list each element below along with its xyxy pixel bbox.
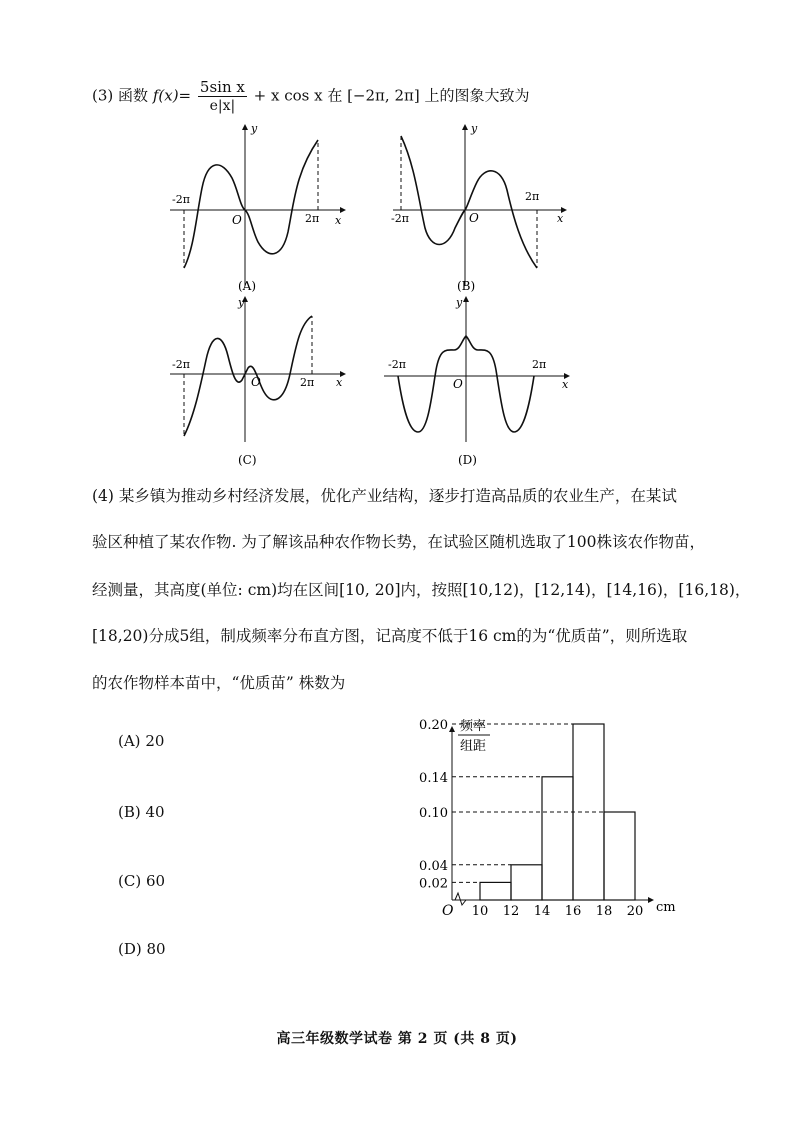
histogram-svg xyxy=(400,712,690,922)
graph-a-y-label: y xyxy=(251,122,258,135)
q4-line-2: 验区种植了某农作物. 为了解该品种农作物长势，在试验区随机选取了100株该农作物苗， xyxy=(92,533,705,551)
graph-c-svg xyxy=(160,292,350,470)
graph-a-y-axis xyxy=(242,124,248,286)
histogram-bar xyxy=(604,812,635,900)
graph-b-x-axis xyxy=(393,207,567,213)
q4-option-d[interactable] xyxy=(118,940,166,958)
q4-option-d-value: 80 xyxy=(146,940,166,958)
q4-option-a-value: 20 xyxy=(145,732,165,750)
q4-line-3: 经测量，其高度(单位: cm)均在区间[10, 20]内，按照[10,12)，[12,14)，[14,16)，[16,18)， xyxy=(92,581,751,599)
graph-b-curve xyxy=(401,136,540,268)
q3-prefix: 函数 xyxy=(118,86,149,105)
graph-c-neg-label: -2π xyxy=(172,358,190,371)
question-3-stem xyxy=(92,78,529,115)
graph-d-option-label: (D) xyxy=(458,453,477,467)
histogram-xlabel: cm xyxy=(656,900,676,915)
q3-function-name: f(x)= xyxy=(152,86,192,105)
histogram-ylabel-bottom: 组距 xyxy=(460,739,487,754)
histogram-y-axis xyxy=(449,726,455,900)
q4-option-d-label: (D) xyxy=(118,940,142,958)
graph-d-pos-label: 2π xyxy=(532,358,547,371)
histogram-origin: O xyxy=(442,903,454,919)
graph-d-neg-label: -2π xyxy=(388,358,406,371)
graph-b-option-label: (B) xyxy=(457,279,476,293)
q4-option-b-label: (B) xyxy=(118,803,141,821)
graph-b-neg-label: -2π xyxy=(391,212,409,225)
q4-option-c-label: (C) xyxy=(118,872,142,890)
graph-a-curve xyxy=(184,140,318,268)
q4-option-b-value: 40 xyxy=(145,803,165,821)
graph-a-svg xyxy=(160,118,350,296)
q4-option-a-label: (A) xyxy=(118,732,141,750)
q4-option-b[interactable] xyxy=(118,803,165,821)
graph-option-d[interactable] xyxy=(380,292,576,474)
histogram-x-tick-label: 20 xyxy=(626,904,644,919)
graph-c-pos-label: 2π xyxy=(300,376,315,389)
graph-c-y-label: y xyxy=(238,296,245,309)
histogram-y-tick-label: 0.20 xyxy=(419,718,448,733)
graph-a-pos-label: 2π xyxy=(305,212,320,225)
graph-a-neg-label: -2π xyxy=(172,193,190,206)
histogram-x-tick-label: 14 xyxy=(533,904,551,919)
q4-option-c[interactable] xyxy=(118,872,165,890)
graph-c-option-label: (C) xyxy=(238,453,257,467)
histogram-y-tick-label: 0.04 xyxy=(419,858,448,874)
histogram-bar xyxy=(480,882,511,900)
histogram-x-tick-label: 18 xyxy=(595,904,613,919)
graph-c-x-label: x xyxy=(336,376,343,389)
graph-option-c[interactable] xyxy=(160,292,350,474)
histogram-y-tick-label: 0.02 xyxy=(419,876,448,892)
graph-d-origin: O xyxy=(453,377,463,391)
graph-c-curve xyxy=(184,316,315,436)
histogram-y-tick-label: 0.10 xyxy=(419,806,448,821)
graph-d-x-label: x xyxy=(562,378,569,391)
histogram-x-tick-label: 12 xyxy=(502,904,520,919)
graph-a-x-label: x xyxy=(335,214,342,227)
graph-d-y-axis xyxy=(463,296,469,442)
graph-option-a[interactable] xyxy=(160,118,350,300)
q3-numerator: 5sin x xyxy=(199,78,245,96)
q3-denominator: e|x| xyxy=(209,98,236,114)
histogram-x-tick-label: 10 xyxy=(471,904,489,919)
graph-option-b[interactable] xyxy=(385,118,575,300)
q4-line-4: [18,20)分成5组，制成频率分布直方图，记高度不低于16 cm的为“优质苗”，则所选取 xyxy=(92,627,688,645)
histogram xyxy=(400,712,690,926)
graph-b-y-label: y xyxy=(471,122,478,135)
q4-option-c-value: 60 xyxy=(145,872,166,890)
histogram-axis-break xyxy=(455,893,466,905)
histogram-bar xyxy=(511,865,542,900)
graph-a-x-axis xyxy=(170,207,346,213)
q4-line-5: 的农作物样本苗中，“优质苗” 株数为 xyxy=(92,674,346,692)
graph-b-x-label: x xyxy=(557,212,564,225)
q3-fraction xyxy=(198,78,247,115)
graph-d-svg xyxy=(380,292,576,470)
graph-a-origin: O xyxy=(232,213,242,227)
histogram-x-tick-label: 16 xyxy=(564,904,582,919)
q4-line-1: (4) 某乡镇为推动乡村经济发展，优化产业结构，逐步打造高品质的农业生产，在某试 xyxy=(92,487,677,505)
graph-b-pos-label: 2π xyxy=(525,190,540,203)
q3-number: (3) xyxy=(92,86,114,105)
page-footer: 高三年级数学试卷 第 2 页 (共 8 页) xyxy=(276,1031,518,1047)
graph-b-svg xyxy=(385,118,575,296)
graph-b-origin: O xyxy=(469,211,479,225)
q3-rest: + x cos x 在 [−2π, 2π] 上的图象大致为 xyxy=(253,86,530,105)
graph-a-option-label: (A) xyxy=(238,279,257,293)
graph-c-origin: O xyxy=(251,375,261,389)
histogram-bar xyxy=(542,777,573,900)
histogram-y-tick-label: 0.14 xyxy=(419,770,448,786)
q4-option-a[interactable] xyxy=(118,732,164,750)
graph-d-x-axis xyxy=(384,373,570,379)
histogram-ylabel-top: 频率 xyxy=(460,719,487,734)
graph-d-y-label: y xyxy=(456,296,463,309)
